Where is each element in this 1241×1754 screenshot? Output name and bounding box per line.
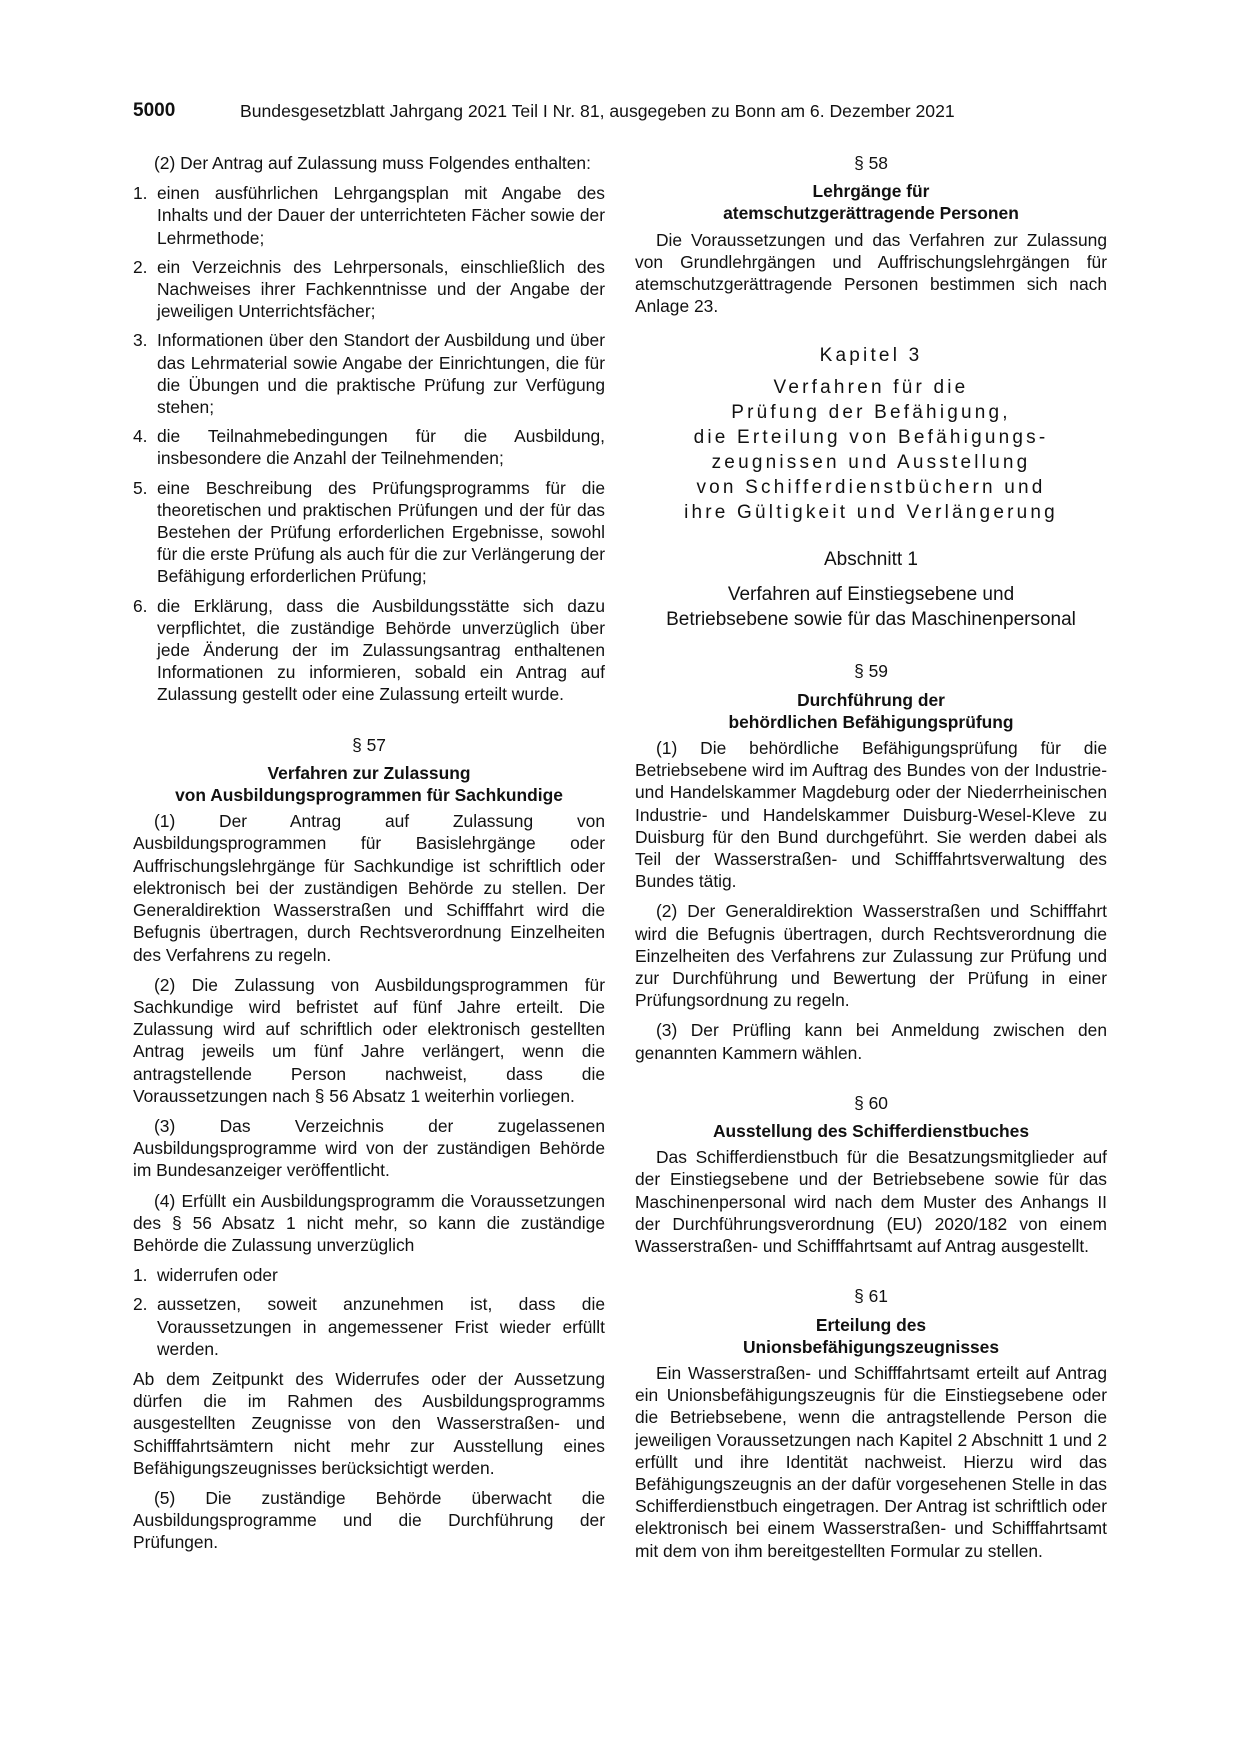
section-57-title-line-2: von Ausbildungsprogrammen für Sachkundige xyxy=(175,785,563,806)
section-61-title-line-2: Unionsbefähigungszeugnisses xyxy=(742,1336,1000,1357)
section-57-title xyxy=(133,762,605,806)
section-60-para-1: Das Schifferdienstbuch für die Besatzungsmitglieder auf der Einstiegsebene und der Betriebsebene sowie für das Maschinenpersonal wird nach dem Muster des Anhangs II der Durchführungsverordnung (EU) 2020/182 von einem Wasserstraßen- und Schifffahrtsamt auf Antrag ausgestellt. xyxy=(635,1147,1107,1257)
section-59-title-line-1: Durchführung der xyxy=(797,689,945,710)
abschnitt-title-line-2: Betriebsebene sowie für das Maschinenpersonal xyxy=(666,609,1076,631)
list-item-text: Informationen über den Standort der Ausbildung und über das Lehrmaterial sowie Angabe der Einrichtungen, die für die Übungen und die praktische Prüfung zur Verfügung stehen; xyxy=(157,330,605,418)
section-57-para-1: (1) Der Antrag auf Zulassung von Ausbildungsprogrammen für Basislehrgänge oder Auffrischungslehrgänge für Sachkundige ist schriftlich oder elektronisch bei der zuständigen Behörde zu stellen. Der Generaldirektion Wasserstraßen und Schifffahrt wird die Befugnis übertragen, durch Rechtsverordnung Einzelheiten des Verfahrens zu regeln. xyxy=(133,811,605,965)
list-item xyxy=(133,477,605,588)
section-57-number: § 57 xyxy=(352,734,386,755)
section-59-para-2: (2) Der Generaldirektion Wasserstraßen und Schifffahrt wird die Befugnis übertragen, durch Rechtsverordnung die Einzelheiten des Verfahrens zur Zulassung zur Prüfung und zur Durchführung und Bewertung der Prüfung in einer Prüfungsordnung zu regeln. xyxy=(635,901,1107,1011)
left-column xyxy=(133,152,605,1562)
list-item-number: 6. xyxy=(133,595,148,616)
list-item xyxy=(133,182,605,249)
section-59-number: § 59 xyxy=(854,661,888,682)
list-item-number: 2. xyxy=(133,1294,148,1315)
section-57-title-line-1: Verfahren zur Zulassung xyxy=(267,762,471,783)
right-column xyxy=(635,152,1107,1570)
section-57-para-4: (4) Erfüllt ein Ausbildungsprogramm die Voraussetzungen des § 56 Absatz 1 nicht mehr, so kann die zuständige Behörde die Zulassung unverzüglich xyxy=(133,1190,605,1255)
list-item xyxy=(133,595,605,706)
list-item-text: die Teilnahmebedingungen für die Ausbildung, insbesondere die Anzahl der Teilnehmenden; xyxy=(157,426,605,469)
section-60-title: Ausstellung des Schifferdienstbuches xyxy=(713,1121,1029,1142)
list-item-text: aussetzen, soweit anzunehmen ist, dass die Voraussetzungen in angemessener Frist wieder erfüllt werden. xyxy=(157,1294,605,1359)
list-item xyxy=(133,1293,605,1360)
list-item-text: widerrufen oder xyxy=(157,1265,278,1286)
section-61-number: § 61 xyxy=(854,1286,888,1307)
section-57-para-3: (3) Das Verzeichnis der zugelassenen Ausbildungsprogramme wird von der zuständigen Behörde im Bundesanzeiger veröffentlicht. xyxy=(133,1115,605,1181)
list-item-text: die Erklärung, dass die Ausbildungsstätte sich dazu verpflichtet, die zuständige Behörde unverzüglich über jede Änderung der im Zulassungsantrag enthaltenen Informationen zu informieren, sobald ein Antrag auf Zulassung gestellt oder eine Zulassung erteilt wurde. xyxy=(157,595,605,705)
section-58-title-line-1: Lehrgänge für xyxy=(812,181,930,202)
section-57-para-5: (5) Die zuständige Behörde überwacht die Ausbildungsprogramme und die Durchführung der Prüfungen. xyxy=(133,1487,605,1553)
section-58-number: § 58 xyxy=(854,153,888,173)
s56-requirements-list xyxy=(133,182,605,705)
chapter-label: Kapitel 3 xyxy=(819,345,923,367)
header-title: Bundesgesetzblatt Jahrgang 2021 Teil I Nr. 81, ausgegeben zu Bonn am 6. Dezember 2021 xyxy=(240,101,955,121)
section-61-title xyxy=(635,1314,1107,1358)
abschnitt-title-line-1: Verfahren auf Einstiegsebene und xyxy=(727,584,1015,606)
chapter-title-line-1: Verfahren für die xyxy=(773,377,969,399)
chapter-title-line-2: Prüfung der Befähigung, xyxy=(731,402,1011,424)
section-58-para-1: Die Voraussetzungen und das Verfahren zur Zulassung von Grundlehrgängen und Auffrischungslehrgängen für atemschutzgerättragende Personen bestimmen sich nach Anlage 23. xyxy=(635,229,1107,317)
list-item-number: 2. xyxy=(133,256,148,277)
section-59-title xyxy=(635,689,1107,733)
section-59-title-line-2: behördlichen Befähigungsprüfung xyxy=(728,711,1014,732)
chapter-title-line-5: von Schifferdienstbüchern und xyxy=(696,477,1046,499)
section-61-title-line-1: Erteilung des xyxy=(815,1314,927,1335)
list-item xyxy=(133,1264,605,1286)
list-item-number: 1. xyxy=(133,183,148,204)
section-61-para-1: Ein Wasserstraßen- und Schifffahrtsamt erteilt auf Antrag ein Unionsbefähigungszeugnis für die Einstiegsebene oder die Betriebsebene, wenn die antragstellende Person die jeweiligen Voraussetzungen nach Kapitel 2 Abschnitt 1 und 2 erfüllt und ihre Identität nachweist. Hierzu wird das Befähigungszeugnis an der dafür vorgesehenen Stelle in das Schifferdienstbuch eingetragen. Der Antrag ist schriftlich oder elektronisch bei einem Wasserstraßen- und Schifffahrtsamt mit dem von ihm bereitgestellten Formular zu stellen. xyxy=(635,1362,1107,1561)
list-item-number: 4. xyxy=(133,426,148,447)
list-item xyxy=(133,425,605,469)
list-item xyxy=(133,256,605,323)
section-57-para-4-continuation: Ab dem Zeitpunkt des Widerrufes oder der Aussetzung dürfen die im Rahmen des Ausbildungsprogramms ausgestellten Zeugnisse von den Wasserstraßen- und Schifffahrtsämtern nicht mehr zur Ausstellung eines Befähigungszeugnisses berücksichtigt werden. xyxy=(133,1368,605,1478)
section-59-para-1: (1) Die behördliche Befähigungsprüfung für die Betriebsebene wird im Auftrag des Bundes von der Industrie- und Handelskammer Magdeburg oder der Niederrheinischen Industrie- und Handelskammer Duisburg-Wesel-Kleve zu Duisburg für den Bund durchgeführt. Sie werden dabei als Teil der Wasserstraßen- und Schifffahrtsverwaltung des Bundes tätig. xyxy=(635,738,1107,892)
list-item-number: 1. xyxy=(133,1265,148,1286)
section-58-title xyxy=(635,180,1107,224)
section-59-para-3: (3) Der Prüfling kann bei Anmeldung zwischen den genannten Kammern wählen. xyxy=(635,1020,1107,1063)
list-item-text: einen ausführlichen Lehrgangsplan mit Angabe des Inhalts und der Dauer der unterrichteten Fächer sowie der Lehrmethode; xyxy=(157,183,605,248)
page-header xyxy=(133,100,1113,126)
section-60-number: § 60 xyxy=(854,1092,888,1113)
s56-para-2-intro: (2) Der Antrag auf Zulassung muss Folgendes enthalten: xyxy=(154,153,591,173)
list-item-number: 5. xyxy=(133,477,148,498)
section-57-para-2: (2) Die Zulassung von Ausbildungsprogrammen für Sachkundige wird befristet auf fünf Jahre erteilt. Die Zulassung wird auf schriftlich oder elektronisch gestellten Antrag jeweils um fünf Jahre verlängert, wenn die antragstellende Person nachweist, dass die Voraussetzungen nach § 56 Absatz 1 weiterhin vorliegen. xyxy=(133,974,605,1106)
page-number: 5000 xyxy=(133,100,176,121)
section-58-title-line-2: atemschutzgerättragende Personen xyxy=(723,203,1019,224)
list-item-number: 3. xyxy=(133,330,148,351)
list-item-text: eine Beschreibung des Prüfungsprogramms für die theoretischen und praktischen Prüfungen und der für das Bestehen der Prüfung erforderlichen Ergebnisse, sowohl für die erste Prüfung als auch für die zur Verlängerung der Befähigung erforderlichen Prüfung; xyxy=(157,477,605,587)
list-item-text: ein Verzeichnis des Lehrpersonals, einschließlich des Nachweises ihrer Fachkenntnisse und der Angabe der jeweiligen Unterrichtsfächer; xyxy=(157,256,605,322)
list-item xyxy=(133,329,605,418)
chapter-title-line-3: die Erteilung von Befähigungs- xyxy=(693,427,1049,449)
section-57-list xyxy=(133,1264,605,1360)
chapter-title-line-6: ihre Gültigkeit und Verlängerung xyxy=(684,502,1058,524)
abschnitt-label: Abschnitt 1 xyxy=(824,549,918,571)
chapter-title-line-4: zeugnissen und Ausstellung xyxy=(711,452,1031,474)
